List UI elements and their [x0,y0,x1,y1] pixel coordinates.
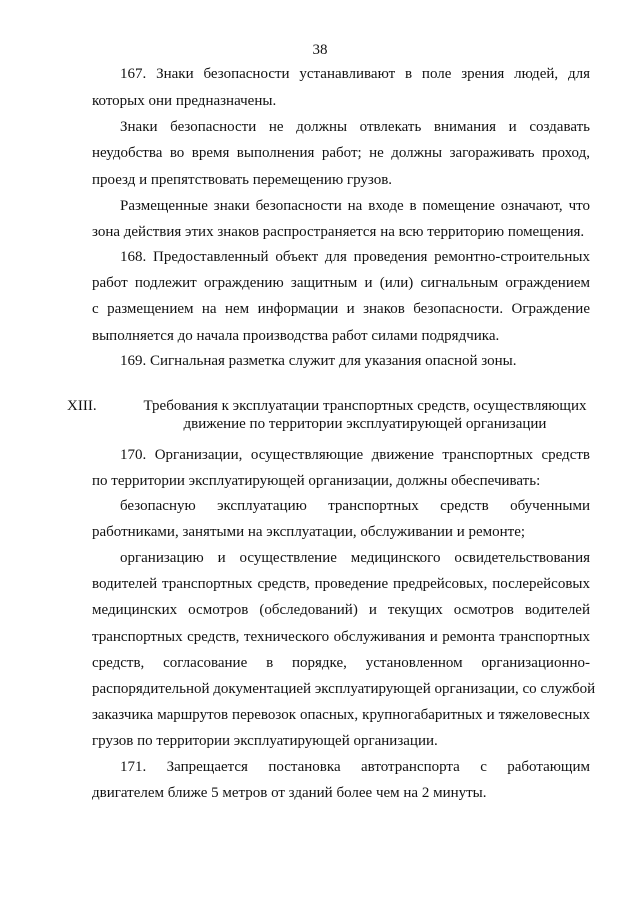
page-number: 38 [312,42,328,58]
text-line: безопасную эксплуатацию транспортных средств обученными [120,498,590,514]
text-line: выполняется до начала производства работ силами подрядчика. [92,328,500,344]
text-line: 167. Знаки безопасности устанавливают в поле зрения людей, для [120,66,590,82]
text-line: двигателем ближе 5 метров от зданий более чем на 2 минуты. [92,785,487,801]
text-line: зона действия этих знаков распространяется на всю территорию помещения. [92,224,585,240]
text-line: с размещением на нем информации и знаков безопасности. Ограждение [92,301,590,317]
text-line: неудобства во время выполнения работ; не должны загораживать проход, [92,145,590,161]
text-line: работ подлежит ограждению защитным и (или) сигнальным ограждением [92,275,590,291]
text-line: медицинских осмотров (обследований) и текущих осмотров водителей [92,602,590,618]
text-line: распорядительной документацией эксплуатирующей организации, со службой [92,681,596,697]
section-title-line: движение по территории эксплуатирующей организации [183,416,547,432]
section-title-line: Требования к эксплуатации транспортных средств, осуществляющих [143,398,587,414]
text-line: грузов по территории эксплуатирующей организации. [92,733,438,749]
text-line: 168. Предоставленный объект для проведения ремонтно-строительных [120,249,590,265]
text-line: Знаки безопасности не должны отвлекать внимания и создавать [120,119,590,135]
text-line: 171. Запрещается постановка автотранспорта с работающим [120,759,590,775]
text-line: организацию и осуществление медицинского освидетельствования [120,550,590,566]
text-line: Размещенные знаки безопасности на входе в помещение означают, что [120,198,590,214]
section-number: XIII. [67,398,97,414]
text-line: проезд и препятствовать перемещению грузов. [92,172,393,188]
text-line: по территории эксплуатирующей организации, должны обеспечивать: [92,473,541,489]
text-line: которых они предназначены. [92,93,277,109]
text-line: транспортных средств, технического обслуживания и ремонта транспортных [92,629,590,645]
text-line: 170. Организации, осуществляющие движение транспортных средств [120,447,590,463]
text-line: водителей транспортных средств, проведение предрейсовых, послерейсовых [92,576,590,592]
text-line: работниками, занятыми на эксплуатации, обслуживании и ремонте; [92,524,526,540]
text-line: 169. Сигнальная разметка служит для указания опасной зоны. [120,353,517,369]
text-line: средств, согласование в порядке, установленном организационно- [92,655,590,671]
text-line: заказчика маршрутов перевозок опасных, крупногабаритных и тяжеловесных [92,707,590,723]
